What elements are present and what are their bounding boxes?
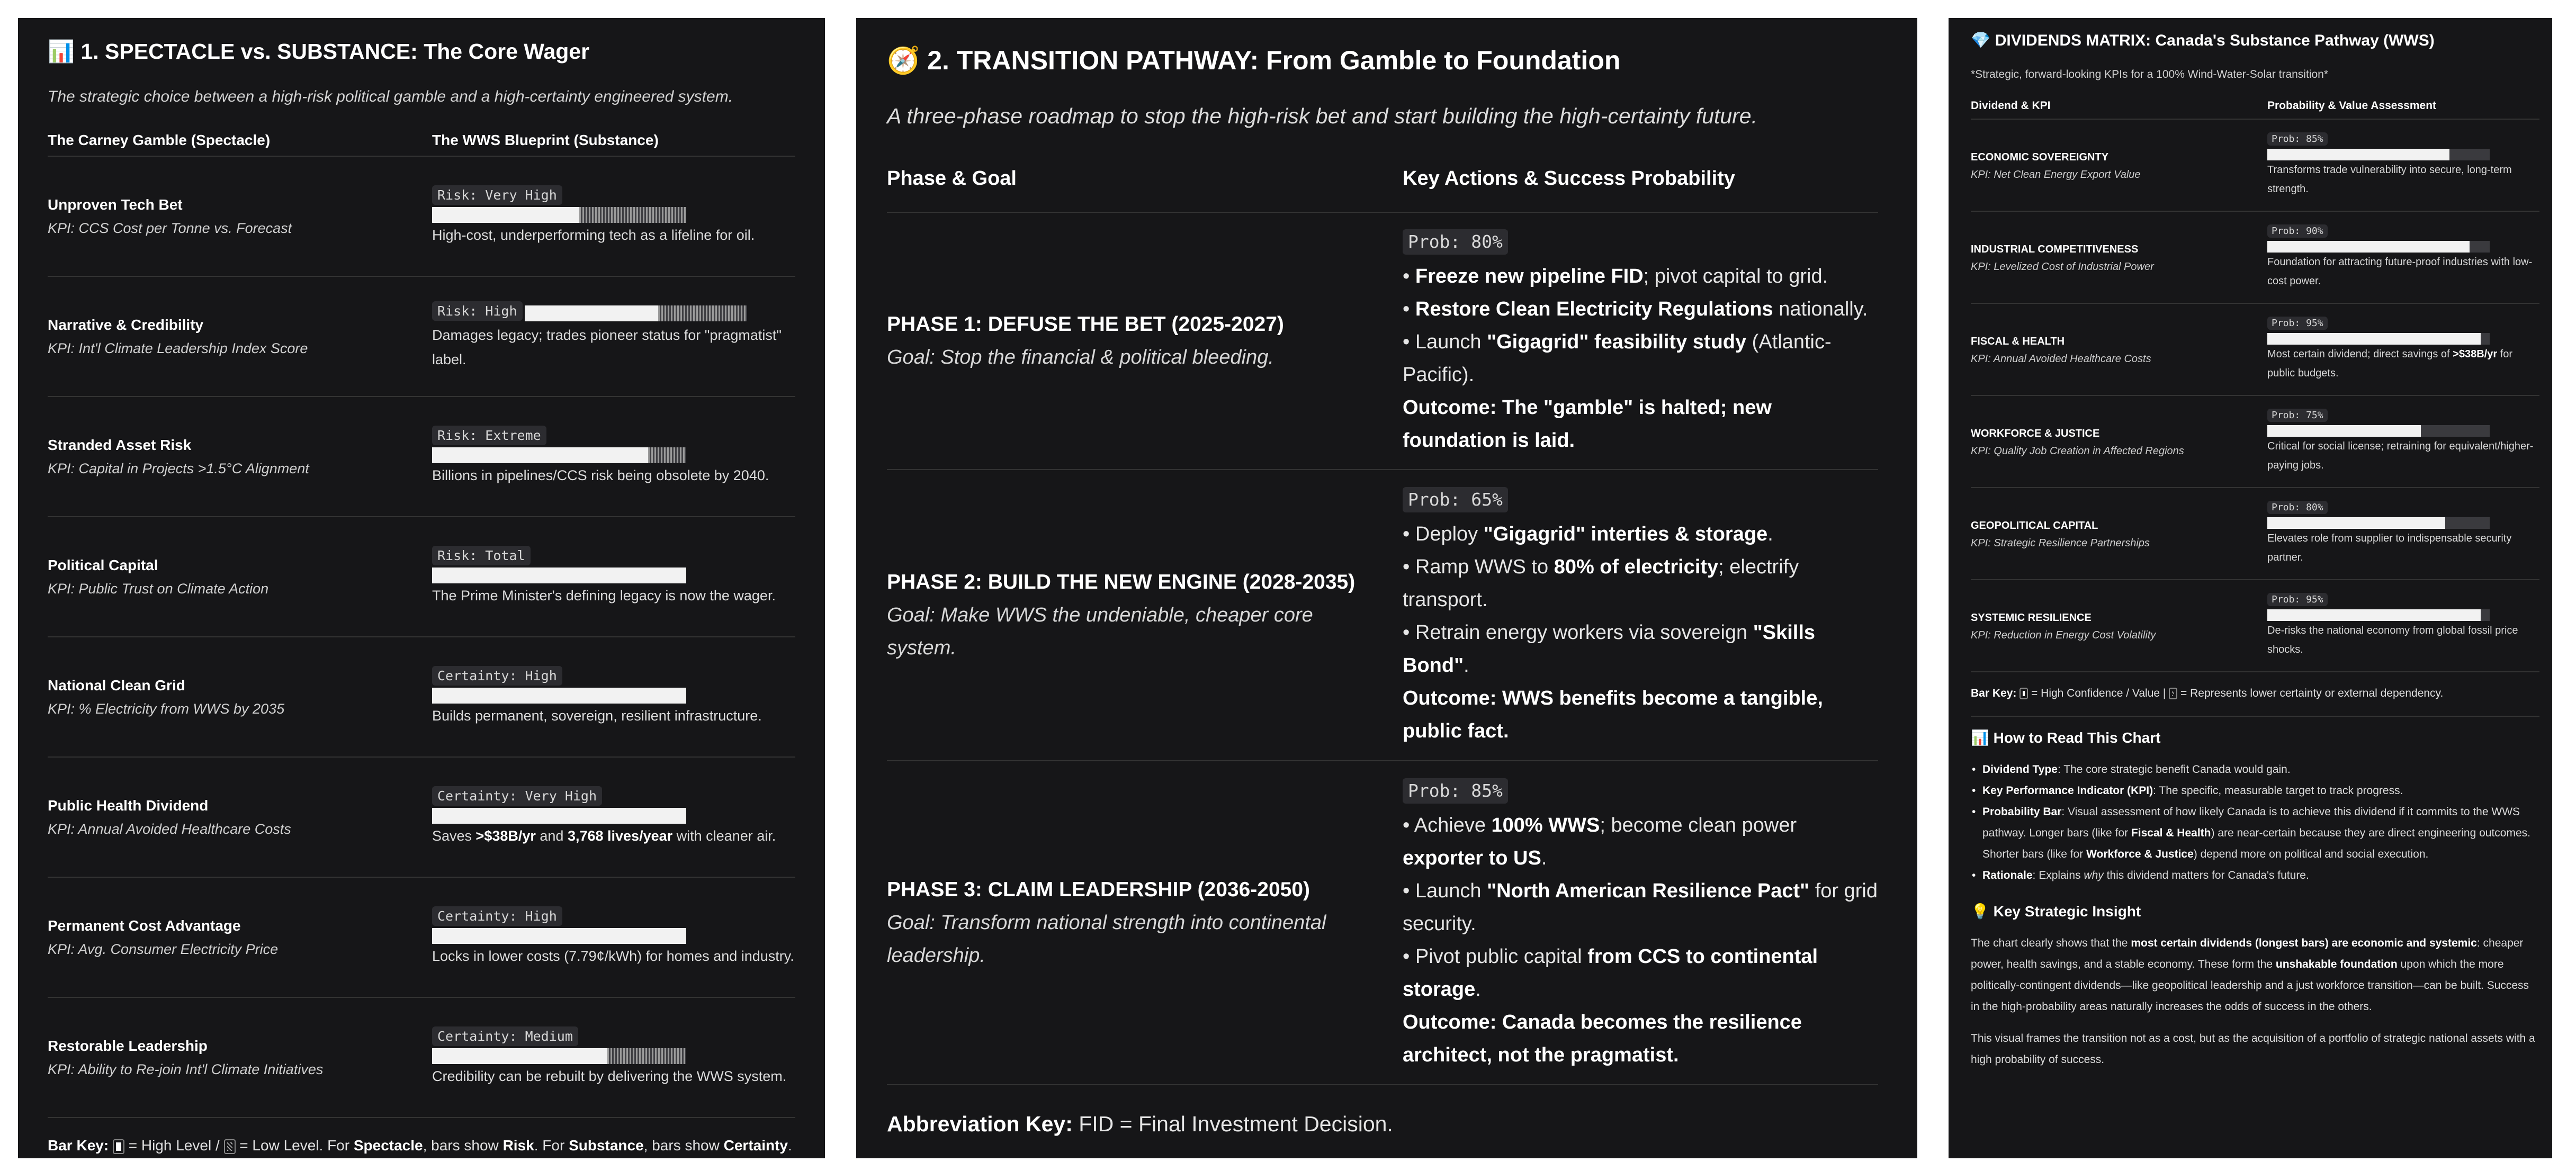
level-bar — [525, 305, 747, 321]
panel1-title: 📊 1. SPECTACLE vs. SUBSTANCE: The Core Wager — [48, 39, 590, 64]
phase-title: PHASE 2: BUILD THE NEW ENGINE (2028-2035) — [887, 571, 1356, 593]
probability-tag: Prob: 75% — [2267, 409, 2328, 422]
bar-fill — [432, 568, 686, 583]
probability-cell — [2267, 501, 2539, 567]
bar-fill — [2267, 149, 2449, 160]
action-item: • Launch "Gigagrid" feasibility study (Atlantic-Pacific). — [1403, 331, 1832, 386]
row-kpi: KPI: Avg. Consumer Electricity Price — [48, 941, 279, 957]
how-to-read-heading: 📊 How to Read This Chart — [1971, 729, 2161, 746]
dividend-cell — [1971, 608, 2267, 643]
key-text: = Represents lower certainty or external dependency. — [2177, 687, 2444, 699]
panel1-bar-key — [48, 1118, 795, 1158]
key-text: = High Level / — [124, 1137, 224, 1154]
spectacle-vs-substance-panel — [18, 18, 825, 1158]
low-level-swatch-icon — [224, 1139, 236, 1154]
blueprint-cell — [432, 906, 795, 968]
phase-outcome: Outcome: The "gamble" is halted; new foundation is laid. — [1403, 397, 1772, 452]
probability-tag: Prob: 80% — [1403, 229, 1508, 255]
dividend-name: WORKFORCE & JUSTICE — [1971, 428, 2100, 439]
probability-bar — [2267, 517, 2490, 529]
high-level-swatch-icon — [113, 1139, 124, 1154]
key-text: . For — [534, 1137, 569, 1154]
actions-cell — [1403, 225, 1878, 457]
gamble-cell — [48, 313, 432, 360]
key-text: , bars show — [643, 1137, 724, 1154]
abbrev-key-text: FID = Final Investment Decision. — [1072, 1112, 1393, 1136]
probability-cell — [2267, 132, 2539, 199]
key-spectacle: Spectacle — [353, 1137, 423, 1154]
dividend-row — [1971, 304, 2539, 396]
wager-row — [48, 637, 795, 758]
dividend-rationale: Foundation for attracting future-proof industries with low-cost power. — [2267, 256, 2533, 287]
panel2-title: 🧭 2. TRANSITION PATHWAY: From Gamble to Foundation — [887, 46, 1621, 75]
level-bar — [432, 928, 686, 944]
row-kpi: KPI: Int'l Climate Leadership Index Score — [48, 340, 308, 356]
level-tag: Certainty: Medium — [432, 1026, 578, 1046]
dividend-rationale: De-risks the national economy from global fossil price shocks. — [2267, 624, 2518, 655]
panel1-rows — [48, 157, 795, 1118]
phase-cell — [887, 566, 1403, 664]
row-name: Narrative & Credibility — [48, 316, 204, 333]
dividend-cell — [1971, 516, 2267, 551]
action-item: • Ramp WWS to 80% of electricity; electrify transport. — [1403, 556, 1799, 611]
actions-cell — [1403, 774, 1878, 1071]
action-item: • Pivot public capital from CCS to continental storage. — [1403, 945, 1818, 1001]
probability-bar — [2267, 425, 2490, 437]
abbreviation-key — [887, 1085, 1878, 1137]
bar-remainder — [658, 305, 747, 321]
row-name: Stranded Asset Risk — [48, 436, 192, 453]
wager-row — [48, 878, 795, 998]
phase-cell — [887, 308, 1403, 374]
bar-remainder — [579, 207, 686, 223]
bar-fill — [2267, 425, 2421, 437]
key-certainty: Certainty — [723, 1137, 788, 1154]
col-header-probability: Probability & Value Assessment — [2267, 100, 2437, 112]
dividend-row — [1971, 120, 2539, 212]
dividend-name: GEOPOLITICAL CAPITAL — [1971, 520, 2098, 532]
bar-remainder — [2449, 149, 2490, 160]
list-item: • Key Performance Indicator (KPI): The specific, measurable target to track progress. — [1971, 780, 2539, 801]
dividend-name: FISCAL & HEALTH — [1971, 336, 2065, 347]
dividend-row — [1971, 488, 2539, 580]
dividend-kpi: KPI: Annual Avoided Healthcare Costs — [1971, 353, 2151, 365]
gamble-cell — [48, 914, 432, 961]
key-risk: Risk — [502, 1137, 534, 1154]
probability-tag: Prob: 80% — [2267, 501, 2328, 514]
bar-fill — [432, 928, 686, 944]
dividend-row — [1971, 580, 2539, 672]
wager-row — [48, 998, 795, 1118]
bar-remainder — [2481, 333, 2490, 345]
dividend-kpi: KPI: Reduction in Energy Cost Volatility — [1971, 629, 2156, 641]
dividend-cell — [1971, 424, 2267, 459]
phase-goal: Goal: Make WWS the undeniable, cheaper core system. — [887, 604, 1313, 659]
key-label: Bar Key: — [48, 1137, 109, 1154]
insight-paragraph: The chart clearly shows that the most certain dividends (longest bars) are economic and systemic: cheaper power, health savings, and a stable economy. These form the unshakable foundation upon which the more politically-contingent dividends—like geopolitical leadership and a just workforce transition—can be built. Success in the high-probability areas naturally increases the odds of success in the others. — [1971, 937, 2529, 1013]
bar-remainder — [2470, 241, 2490, 253]
level-tag: Certainty: Very High — [432, 786, 602, 806]
dividend-kpi: KPI: Levelized Cost of Industrial Power — [1971, 261, 2154, 273]
wager-row — [48, 397, 795, 517]
level-tag: Risk: Very High — [432, 185, 562, 205]
dividend-cell — [1971, 148, 2267, 183]
level-bar — [432, 808, 686, 824]
wager-row — [48, 277, 795, 397]
key-insight-heading: 💡 Key Strategic Insight — [1971, 903, 2141, 920]
level-tag: Certainty: High — [432, 906, 562, 926]
blueprint-cell — [432, 546, 795, 608]
col-header-actions: Key Actions & Success Probability — [1403, 167, 1735, 190]
blueprint-cell — [432, 185, 795, 247]
dividends-matrix-panel — [1949, 18, 2552, 1158]
dividend-row — [1971, 212, 2539, 304]
row-kpi: KPI: Capital in Projects >1.5°C Alignment — [48, 460, 309, 476]
dividend-kpi: KPI: Strategic Resilience Partnerships — [1971, 537, 2150, 549]
row-kpi: KPI: Annual Avoided Healthcare Costs — [48, 821, 291, 837]
dividend-row — [1971, 396, 2539, 488]
probability-bar — [2267, 149, 2490, 160]
probability-bar — [2267, 333, 2490, 345]
list-item: • Probability Bar: Visual assessment of how likely Canada is to achieve this dividend if it commits to the WWS pathway. Longer bars (like for Fiscal & Health) are near-certain because they are direct engineering outcomes. Shorter bars (like for Workforce & Justice) depend more on political and social execution. — [1971, 801, 2539, 865]
panel2-subtitle: A three-phase roadmap to stop the high-risk bet and start building the high-certainty future. — [887, 104, 1757, 128]
bar-fill — [432, 207, 579, 223]
probability-tag: Prob: 95% — [2267, 317, 2328, 330]
phase-title: PHASE 3: CLAIM LEADERSHIP (2036-2050) — [887, 878, 1311, 901]
action-item: • Restore Clean Electricity Regulations nationally. — [1403, 298, 1868, 320]
col-header-blueprint: The WWS Blueprint (Substance) — [432, 132, 659, 148]
wager-row — [48, 517, 795, 637]
row-description: The Prime Minister's defining legacy is now the wager. — [432, 588, 776, 603]
panel1-subtitle: The strategic choice between a high-risk political gamble and a high-certainty engineered system. — [48, 88, 733, 105]
level-tag: Risk: Total — [432, 546, 531, 565]
level-bar — [432, 207, 686, 223]
row-kpi: KPI: Public Trust on Climate Action — [48, 580, 269, 597]
phase-goal: Goal: Stop the financial & political bleeding. — [887, 346, 1274, 368]
row-name: Public Health Dividend — [48, 797, 209, 814]
action-item: • Deploy "Gigagrid" interties & storage. — [1403, 523, 1773, 545]
phase-cell — [887, 873, 1403, 972]
bar-fill — [432, 808, 686, 824]
dividend-name: INDUSTRIAL COMPETITIVENESS — [1971, 244, 2139, 255]
phase-outcome: Outcome: Canada becomes the resilience architect, not the pragmatist. — [1403, 1011, 1802, 1066]
key-text: . — [788, 1137, 792, 1154]
action-item: • Launch "North American Resilience Pact" for grid security. — [1403, 880, 1878, 935]
action-item: • Achieve 100% WWS; become clean power exporter to US. — [1403, 814, 1797, 869]
abbrev-key-label: Abbreviation Key: — [887, 1112, 1073, 1136]
bar-remainder — [2445, 517, 2490, 529]
gamble-cell — [48, 193, 432, 240]
gamble-cell — [48, 794, 432, 841]
panel1-table-header — [48, 125, 795, 157]
col-header-dividend: Dividend & KPI — [1971, 100, 2051, 112]
panel3-rows — [1971, 120, 2539, 672]
phase-row — [887, 761, 1878, 1085]
action-item: • Freeze new pipeline FID; pivot capital to grid. — [1403, 265, 1828, 287]
bar-fill — [432, 1048, 607, 1064]
level-tag: Certainty: High — [432, 666, 562, 686]
phase-goal: Goal: Transform national strength into continental leadership. — [887, 912, 1326, 967]
row-name: National Clean Grid — [48, 677, 185, 693]
probability-tag: Prob: 65% — [1403, 487, 1508, 512]
key-text: = Low Level. For — [235, 1137, 354, 1154]
dividend-rationale: Most certain dividend; direct savings of >$38B/yr for public budgets. — [2267, 348, 2513, 379]
row-name: Restorable Leadership — [48, 1037, 208, 1054]
high-confidence-swatch-icon — [2019, 688, 2028, 699]
panel2-table-header — [887, 145, 1878, 213]
key-text: , bars show — [423, 1137, 503, 1154]
panel3-title: 💎 DIVIDENDS MATRIX: Canada's Substance Pathway (WWS) — [1971, 32, 2435, 49]
probability-tag: Prob: 85% — [2267, 132, 2328, 146]
dividend-name: ECONOMIC SOVEREIGNTY — [1971, 151, 2109, 163]
bar-fill — [432, 447, 648, 463]
probability-cell — [2267, 593, 2539, 659]
dividend-rationale: Elevates role from supplier to indispensable security partner. — [2267, 532, 2512, 563]
level-bar — [432, 1048, 686, 1064]
key-label: Bar Key: — [1971, 687, 2017, 699]
low-certainty-swatch-icon — [2169, 688, 2177, 699]
row-description: Builds permanent, sovereign, resilient infrastructure. — [432, 708, 762, 724]
list-item: • Dividend Type: The core strategic benefit Canada would gain. — [1971, 759, 2539, 780]
panel3-bar-key — [1971, 672, 2539, 717]
probability-tag: Prob: 90% — [2267, 224, 2328, 238]
probability-tag: Prob: 85% — [1403, 778, 1508, 804]
bar-remainder — [607, 1048, 686, 1064]
phase-row — [887, 213, 1878, 470]
panel3-table-header — [1971, 93, 2539, 120]
row-description: Locks in lower costs (7.79¢/kWh) for homes and industry. — [432, 948, 794, 964]
list-item: • Rationale: Explains why this dividend matters for Canada's future. — [1971, 865, 2539, 886]
dividend-rationale: Critical for social license; retraining for equivalent/higher-paying jobs. — [2267, 440, 2534, 471]
row-description: Saves >$38B/yr and 3,768 lives/year with cleaner air. — [432, 828, 776, 844]
row-description: Damages legacy; trades pioneer status for "pragmatist" label. — [432, 327, 782, 367]
col-header-phase: Phase & Goal — [887, 167, 1017, 190]
bar-remainder — [2481, 609, 2490, 621]
blueprint-cell — [432, 426, 795, 488]
phase-title: PHASE 1: DEFUSE THE BET (2025-2027) — [887, 313, 1284, 336]
blueprint-cell — [432, 1026, 795, 1088]
gamble-cell — [48, 1034, 432, 1081]
dividend-cell — [1971, 240, 2267, 275]
blueprint-cell — [432, 666, 795, 728]
probability-cell — [2267, 409, 2539, 475]
probability-cell — [2267, 224, 2539, 291]
row-name: Permanent Cost Advantage — [48, 917, 241, 934]
level-bar — [432, 447, 686, 463]
dividend-rationale: Transforms trade vulnerability into secure, long-term strength. — [2267, 164, 2512, 195]
bar-remainder — [2421, 425, 2490, 437]
bar-fill — [432, 688, 686, 704]
gamble-cell — [48, 674, 432, 720]
how-to-read-list — [1971, 759, 2539, 886]
dividend-cell — [1971, 332, 2267, 367]
row-description: Credibility can be rebuilt by delivering the WWS system. — [432, 1068, 787, 1084]
wager-row — [48, 157, 795, 277]
row-kpi: KPI: Ability to Re-join Int'l Climate Initiatives — [48, 1061, 324, 1077]
actions-cell — [1403, 483, 1878, 747]
bar-fill — [2267, 333, 2481, 345]
level-bar — [432, 568, 686, 583]
bar-remainder — [648, 447, 686, 463]
insight-paragraph: This visual frames the transition not as a cost, but as the acquisition of a portfolio of strategic national assets with a high probability of success. — [1971, 1032, 2535, 1066]
bar-fill — [525, 305, 658, 321]
key-substance: Substance — [569, 1137, 644, 1154]
probability-bar — [2267, 241, 2490, 253]
key-text: = High Confidence / Value | — [2028, 687, 2169, 699]
row-kpi: KPI: % Electricity from WWS by 2035 — [48, 700, 285, 717]
bar-fill — [2267, 609, 2481, 621]
gamble-cell — [48, 434, 432, 480]
bar-fill — [2267, 517, 2445, 529]
row-name: Unproven Tech Bet — [48, 196, 183, 213]
level-bar — [432, 688, 686, 704]
row-description: High-cost, underperforming tech as a lifeline for oil. — [432, 227, 755, 243]
level-tag: Risk: Extreme — [432, 426, 546, 445]
action-item: • Retrain energy workers via sovereign "Skills Bond". — [1403, 621, 1816, 677]
probability-tag: Prob: 95% — [2267, 593, 2328, 606]
dividend-name: SYSTEMIC RESILIENCE — [1971, 612, 2092, 624]
phase-outcome: Outcome: WWS benefits become a tangible, public fact. — [1403, 687, 1823, 742]
col-header-gamble: The Carney Gamble (Spectacle) — [48, 132, 271, 148]
transition-pathway-panel — [856, 18, 1917, 1158]
panel3-subtitle: *Strategic, forward-looking KPIs for a 100% Wind-Water-Solar transition* — [1971, 68, 2328, 80]
probability-cell — [2267, 317, 2539, 383]
blueprint-cell — [432, 301, 795, 372]
phase-row — [887, 470, 1878, 761]
gamble-cell — [48, 554, 432, 600]
dividend-kpi: KPI: Quality Job Creation in Affected Regions — [1971, 445, 2184, 457]
row-name: Political Capital — [48, 556, 158, 573]
blueprint-cell — [432, 786, 795, 848]
probability-bar — [2267, 609, 2490, 621]
bar-fill — [2267, 241, 2470, 253]
row-kpi: KPI: CCS Cost per Tonne vs. Forecast — [48, 220, 292, 236]
dividend-kpi: KPI: Net Clean Energy Export Value — [1971, 169, 2141, 181]
wager-row — [48, 758, 795, 878]
row-description: Billions in pipelines/CCS risk being obsolete by 2040. — [432, 467, 769, 483]
level-tag: Risk: High — [432, 301, 523, 321]
